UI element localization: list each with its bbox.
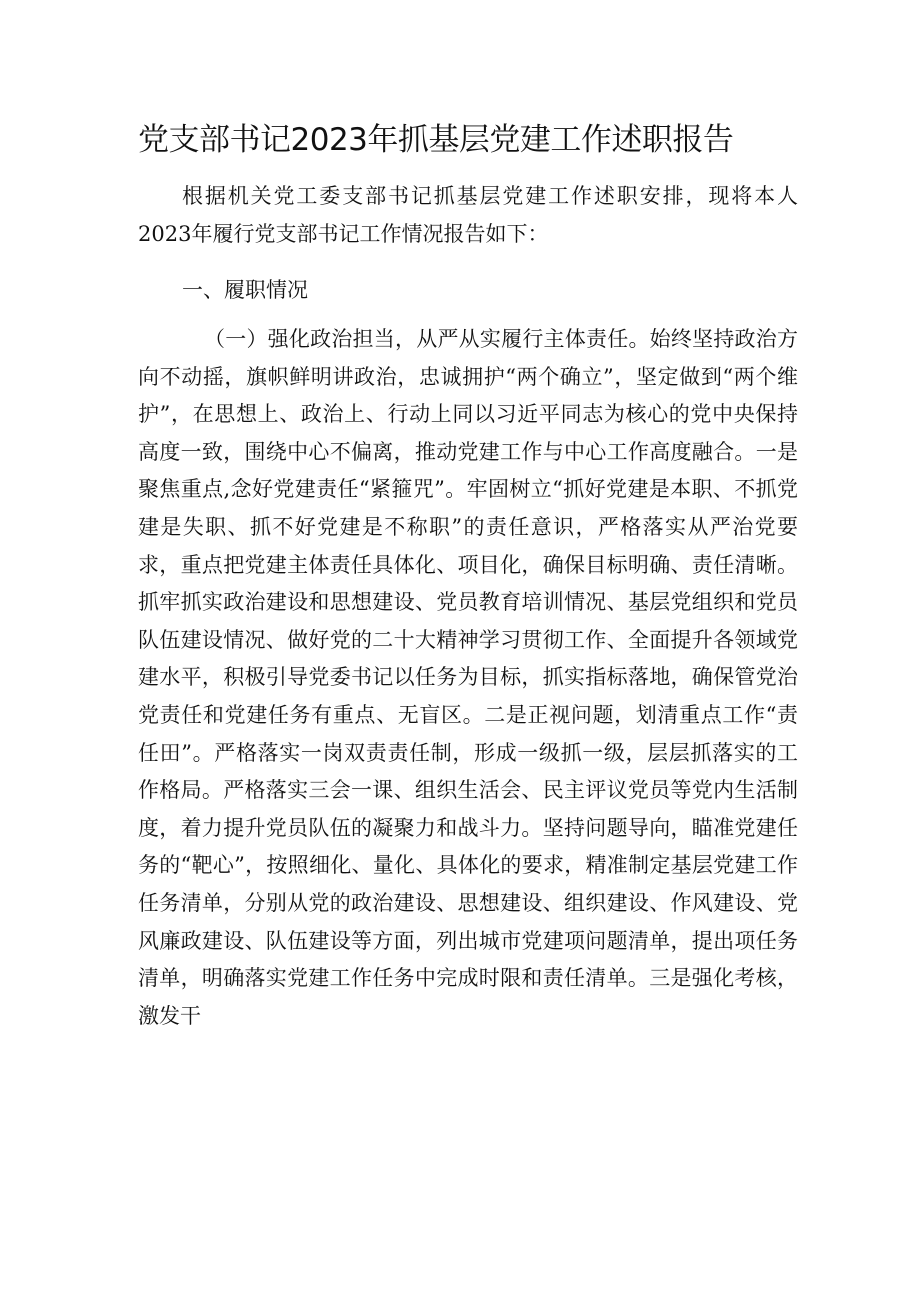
body-paragraph: （一）强化政治担当，从严从实履行主体责任。始终坚持政治方向不动摇，旗帜鲜明讲政治，忠诚拥护“两个确立”，坚定做到“两个维护”，在思想上、政治上、行动上同以习近平同志为核心的党中央保持高度一致，围绕中心不偏离，推动党建工作与中心工作高度融合。一是聚焦重点,念好党建责任“紧箍咒”。牢固树立“抓好党建是本职、不抓党建是失职、抓不好党建是不称职”的责任意识，严格落实从严治党要求，重点把党建主体责任具体化、项目化，确保目标明确、责任清晰。抓牢抓实政治建设和思想建设、党员教育培训情况、基层党组织和党员队伍建设情况、做好党的二十大精神学习贯彻工作、全面提升各领域党建水平，积极引导党委书记以任务为目标，抓实指标落地，确保管党治党责任和党建任务有重点、无盲区。二是正视问题，划清重点工作“责任田”。严格落实一岗双责责任制，形成一级抓一级，层层抓落实的工作格局。严格落实三会一课、组织生活会、民主评议党员等党内生活制度，着力提升党员队伍的凝聚力和战斗力。坚持问题导向，瞄准党建任务的“靶心”，按照细化、量化、具体化的要求，精准制定基层党建工作任务清单，分别从党的政治建设、思想建设、组织建设、作风建设、党风廉政建设、队伍建设等方面，列出城市党建项问题清单，提出项任务清单，明确落实党建工作任务中完成时限和责任清单。三是强化考核，激发干 xyxy=(138,327,798,1028)
document-title: 党支部书记2023年抓基层党建工作述职报告 xyxy=(138,122,734,158)
section-heading: 一、履职情况 xyxy=(182,278,308,302)
intro-paragraph: 根据机关党工委支部书记抓基层党建工作述职安排，现将本人2023年履行党支部书记工作情况报告如下： xyxy=(138,184,798,246)
